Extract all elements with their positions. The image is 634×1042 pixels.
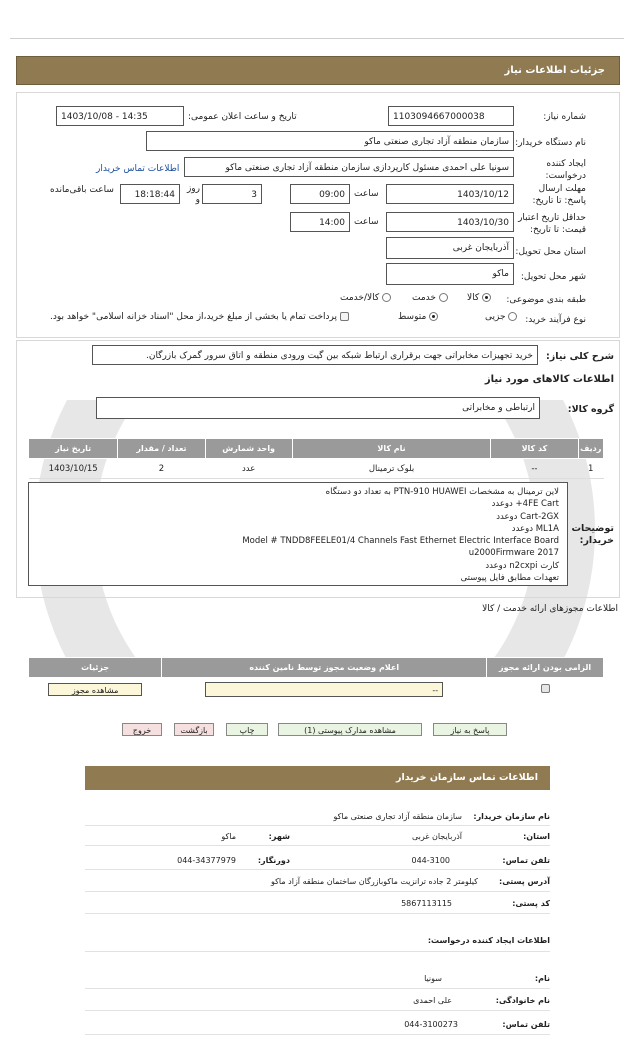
remaining-time-field: 18:18:44 — [120, 184, 180, 204]
divider — [85, 869, 550, 870]
desc-line: u2000Firmware 2017 — [468, 548, 559, 559]
buyer-contact-link[interactable]: اطلاعات تماس خریدار — [96, 164, 180, 174]
province-label: استان محل تحویل: — [515, 247, 586, 257]
creator-info-title: اطلاعات ایجاد کننده درخواست: — [427, 936, 550, 945]
city-field: ماکو — [386, 263, 514, 285]
divider — [85, 825, 550, 826]
table-row — [29, 459, 604, 479]
divider — [85, 891, 550, 892]
postal-value: 5867113115 — [401, 899, 452, 908]
process-medium-radio[interactable] — [429, 312, 438, 321]
address-label: آدرس پستی: — [499, 877, 550, 886]
category-both[interactable] — [340, 293, 391, 303]
divider — [85, 951, 550, 952]
licenses-title: اطلاعات مجوزهای ارائه خدمت / کالا — [482, 604, 618, 614]
cell-code: -- — [491, 459, 578, 479]
buyer-desc-label: توضیحات خریدار: — [571, 523, 614, 546]
goods-title: اطلاعات کالاهای مورد نیاز — [484, 374, 614, 385]
category-service-label: خدمت — [412, 293, 436, 303]
org-value: سازمان منطقه آزاد تجاری صنعتی ماکو — [333, 812, 462, 821]
category-label: طبقه بندی موضوعی: — [506, 295, 586, 305]
col-license-required: الزامی بودن ارائه مجوز — [487, 658, 604, 678]
desc-line: Model # TNDD8FEELE01/4 Channels Fast Ethernet Electric Interface Board — [242, 536, 559, 547]
col-license-details: جزئیات — [29, 658, 162, 678]
process-minor-radio[interactable] — [508, 312, 517, 321]
announce-label: تاریخ و ساعت اعلان عمومی: — [188, 112, 297, 122]
days-label: روز و — [186, 184, 200, 205]
divider — [85, 1034, 550, 1035]
divider — [85, 913, 550, 914]
col-row: ردیف — [578, 439, 603, 459]
deadline-date-field: 1403/10/12 — [386, 184, 514, 204]
category-service-radio[interactable] — [439, 293, 448, 302]
creator-phone-value: 044-3100273 — [404, 1020, 458, 1029]
deadline-label: مهلت ارسال پاسخ: تا تاریخ: — [532, 184, 586, 206]
contact-province-label: استان: — [523, 832, 550, 841]
view-license-button[interactable]: مشاهده مجوز — [48, 683, 142, 696]
desc-line: تعهدات مطابق فایل پیوستی — [460, 573, 559, 584]
back-button[interactable]: بازگشت — [174, 723, 214, 736]
validity-time-label: ساعت — [354, 217, 379, 227]
page-header: جزئیات اطلاعات نیاز — [16, 56, 620, 85]
announce-field: 1403/10/08 - 14:35 — [56, 106, 184, 126]
category-goods[interactable] — [467, 293, 491, 303]
col-code: کد کالا — [491, 439, 578, 459]
creator-field: سونیا علی احمدی مسئول کارپردازی سازمان منطقه آزاد تجاری صنعتی ماکو — [184, 157, 514, 177]
cell-date: 1403/10/15 — [29, 459, 118, 479]
province-field: آذربایجان غربی — [386, 237, 514, 259]
address-value: کیلومتر 2 جاده ترانزیت ماکوبازرگان ساختمان منطقه آزاد ماکو — [270, 877, 478, 886]
deadline-time-label: ساعت — [354, 189, 379, 199]
creator-name-label: نام: — [534, 974, 550, 983]
process-minor[interactable] — [485, 312, 517, 322]
table-row — [29, 678, 604, 701]
process-medium-label: متوسط — [398, 312, 427, 322]
cell-qty: 2 — [118, 459, 205, 479]
goods-table — [28, 438, 604, 479]
contact-province-value: آذربایجان غربی — [411, 832, 462, 841]
buyer-org-label: نام دستگاه خریدار: — [515, 138, 586, 148]
process-label: نوع فرآیند خرید: — [525, 315, 586, 325]
desc-line: کارت n2cxpi دوعدد — [485, 560, 559, 571]
creator-name-value: سونیا — [424, 974, 442, 983]
license-status-field: -- — [205, 682, 443, 697]
need-number-field: 1103094667000038 — [388, 106, 514, 126]
payment-note — [50, 312, 349, 322]
desc-line: لاین ترمینال به مشخصات PTN-910 HUAWEI به تعداد دو دستگاه — [325, 487, 559, 497]
fax-label: دورنگار: — [257, 856, 290, 865]
process-medium[interactable] — [398, 312, 438, 322]
need-number-label: شماره نیاز: — [543, 112, 586, 122]
group-label: گروه کالا: — [567, 404, 614, 415]
cell-row: 1 — [578, 459, 603, 479]
summary-label: شرح کلی نیاز: — [545, 351, 614, 362]
cell-name: بلوک ترمینال — [292, 459, 491, 479]
col-license-status: اعلام وضعیت مجوز توسط نامین کننده — [162, 658, 487, 678]
col-date: تاریخ نیاز — [29, 439, 118, 459]
exit-button[interactable]: خروج — [122, 723, 162, 736]
process-minor-label: جزیی — [485, 312, 506, 322]
divider — [85, 988, 550, 989]
postal-label: کد پستی: — [512, 899, 550, 908]
col-name: نام کالا — [292, 439, 491, 459]
creator-family-label: نام خانوادگی: — [495, 996, 550, 1005]
category-goods-label: کالا — [467, 293, 480, 303]
payment-note-text: پرداخت تمام یا بخشی از مبلغ خرید،از محل "اسناد خزانه اسلامی" خواهد بود. — [50, 312, 338, 322]
payment-checkbox[interactable] — [340, 312, 349, 321]
divider — [85, 1010, 550, 1011]
city-label: شهر محل تحویل: — [520, 272, 586, 282]
creator-phone-label: تلفن تماس: — [502, 1020, 550, 1029]
col-qty: تعداد / مقدار — [118, 439, 205, 459]
print-button[interactable]: چاپ — [226, 723, 268, 736]
buyer-org-field: سازمان منطقه آزاد تجاری صنعتی ماکو — [146, 131, 514, 151]
creator-family-value: علی احمدی — [413, 996, 452, 1005]
contact-phone-value: 044-3100 — [411, 856, 450, 865]
deadline-time-field: 09:00 — [290, 184, 350, 204]
fax-value: 044-34377979 — [177, 856, 236, 865]
validity-time-field: 14:00 — [290, 212, 350, 232]
col-unit: واحد شمارش — [205, 439, 292, 459]
desc-line: 4FE Cart+ دوعدد — [491, 499, 559, 510]
cell-unit: عدد — [205, 459, 292, 479]
contact-phone-label: تلفن تماس: — [502, 856, 550, 865]
attachments-button[interactable]: مشاهده مدارک پیوستی (1) — [278, 723, 422, 736]
category-both-radio[interactable] — [382, 293, 391, 302]
summary-field: خرید تجهیزات مخابراتی جهت برقراری ارتباط شبکه بین گیت ورودی منطقه و اتاق سرور گمرک بازرگان. — [92, 345, 538, 365]
category-service[interactable] — [412, 293, 448, 303]
group-field: ارتباطی و مخابراتی — [96, 397, 540, 419]
license-required-checkbox — [541, 684, 550, 693]
buyer-desc-box — [28, 482, 568, 586]
desc-line: Cart-2GX دوعدد — [496, 511, 559, 522]
category-goods-radio[interactable] — [482, 293, 491, 302]
org-label: نام سازمان خریدار: — [473, 812, 550, 821]
validity-date-field: 1403/10/30 — [386, 212, 514, 232]
creator-label: ایجاد کننده درخواست: — [545, 159, 586, 181]
contact-city-label: شهر: — [268, 832, 290, 841]
divider — [85, 845, 550, 846]
contact-city-value: ماکو — [221, 832, 236, 841]
top-divider — [10, 38, 624, 39]
licenses-table — [28, 657, 604, 700]
category-both-label: کالا/خدمت — [340, 293, 380, 303]
validity-label: حداقل تاریخ اعتبار قیمت: تا تاریخ: — [518, 213, 586, 235]
desc-line: ML1A دوعدد — [511, 523, 559, 534]
reply-button[interactable]: پاسخ به نیاز — [433, 723, 507, 736]
remaining-label: ساعت باقی‌مانده — [50, 185, 114, 195]
days-field: 3 — [202, 184, 262, 204]
contact-header: اطلاعات تماس سازمان خریدار — [85, 766, 550, 790]
